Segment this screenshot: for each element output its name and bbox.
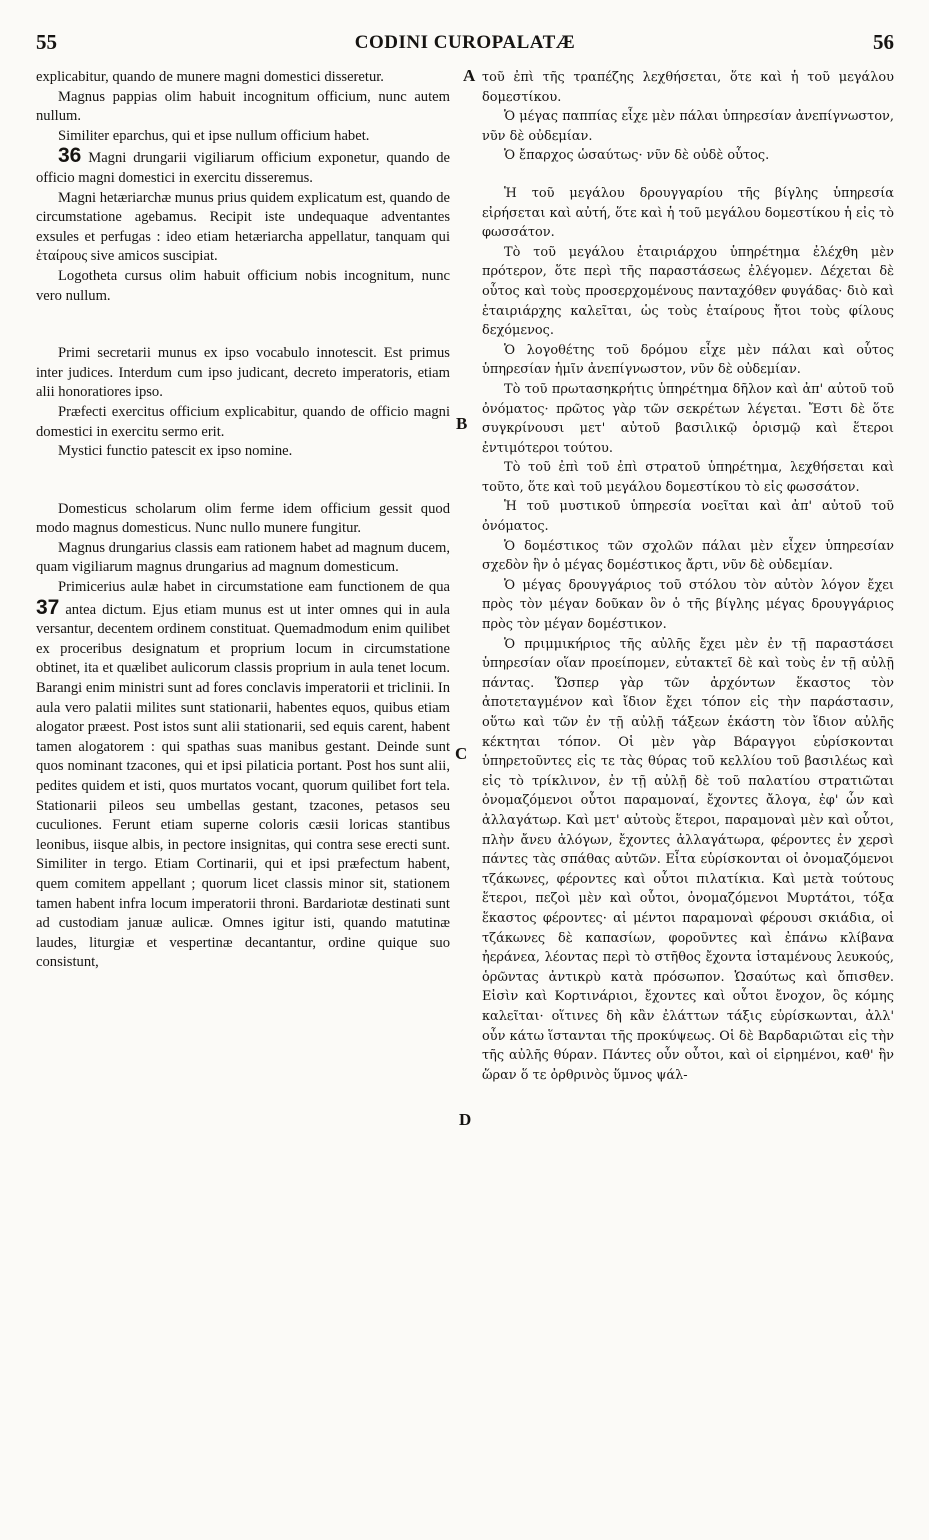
latin-paragraph: 36 Magni drungarii vigiliarum officium exponetur, quando de officio magni domestici in exercitu disseremus.	[36, 144, 450, 186]
greek-paragraph: Ἡ τοῦ μεγάλου δρουγγαρίου τῆς βίγλης ὑπηρεσία εἰρήσεται καὶ αὐτή, ὅτε καὶ ἡ τοῦ μεγάλου δομεστίκου ἡ εἰς τὸ φωσσάτον.	[482, 185, 894, 241]
greek-paragraph: Ὁ μέγας δρουγγάριος τοῦ στόλου τὸν αὐτὸν λόγον ἔχει πρὸς τὸν μέγαν δοῦκαν ὃν ὁ τῆς βίγλης μέγας δρουγγάριος πρὸς τὸν μέγαν δομέστικον.	[482, 577, 894, 633]
latin-paragraph: Logotheta cursus olim habuit officium nobis incognitum, nunc vero nullum.	[36, 267, 450, 304]
greek-paragraph: Ὁ μέγας παππίας εἶχε μὲν πάλαι ὑπηρεσίαν ἀνεπίγνωστον, νῦν δὲ οὐδεμίαν.	[482, 109, 894, 144]
latin-column	[36, 68, 450, 973]
greek-paragraph: Ἡ τοῦ μυστικοῦ ὑπηρεσία νοεῖται καὶ ἀπ' αὐτοῦ τοῦ ὀνόματος.	[482, 499, 894, 535]
latin-paragraph: Domesticus scholarum olim ferme idem officium gessit quod modo magnus domesticus. Nunc nullo munere fungitur.	[36, 500, 450, 537]
latin-paragraph: Mystici functio patescit ex ipso nomine.	[58, 443, 293, 460]
latin-paragraph: Magni hetæriarchæ munus prius quidem explicatum est, quando de circumstatione agebamus. Recipit iste undequaque adventantes exsules et perfugas : ideo etiam hetæriarcha appellatur, tanquam qui ἑταίρους sive amicos suscipiat.	[36, 189, 450, 265]
latin-paragraph: Primicerius aulæ habet in circumstatione eam functionem de qua 37 antea dictum. Ejus etiam munus est ut inter omnes qui in aula versantur, decentem ordinem constituat. Quemadmodum enim quilibet ex proceribus designatum et proprium locum in circumstatione obtinet, ita et quælibet aulicorum classis proprium in aula tenet locum. Barangi enim ministri sunt ad fores conclavis imperatorii et triclinii. In aula vero palatii milites sunt stationarii, habentes equos, quibus etiam alogator præest. Post istos sunt alii stationarii, sed equis carent, habent tamen alogatorem : qui spathas suas manibus gestant. Deinde sunt quos nominant tzacones, qui et ipsi pilaticia portant. Post hos sunt alii, pedites quidem et isti, quos murtatos vocant, quorum quilibet fort tela. Stationarii pileos seu umbellas gestant, tzacones, petasos seu cuculiones. Ferunt etiam superne coloris cæsii loricas stantibus leonibus, iisque albis, in pectore insignitas, qui contra sese erecti sunt. Similiter in tergo. Etiam Cortinarii, qui et ipsi præfectum habent, quem comitem appellant ; quorum licet classis minor sit, stationem tamen habent infra locum imperatorii throni. Bardariotæ destinati sunt ad custodiam januæ aulicæ. Omnes igitur isti, quando matutinæ laudes, liturgiæ et vespertinæ decantantur, ordine quique suo consistunt,	[36, 579, 450, 971]
greek-paragraph: Ὁ δομέστικος τῶν σχολῶν πάλαι μὲν εἶχεν ὑπηρεσίαν σχεδὸν ἣν ὁ μέγας δομέστικος ἄρτι, νῦν δὲ οὐδεμίαν.	[482, 538, 894, 574]
margin-letter-c: C	[455, 744, 468, 763]
latin-paragraph: Primi secretarii munus ex ipso vocabulo innotescit. Est primus inter judices. Interdum cum ipso judicant, decreto imperatoris, etiam alii honoratiores ipso.	[36, 345, 450, 401]
greek-paragraph: Τὸ τοῦ πρωτασηκρήτις ὑπηρέτημα δῆλον καὶ ἀπ' αὐτοῦ τοῦ ὀνόματος· πρῶτος γὰρ τῶν σεκρέτων λέγεται. Ἔστι δὲ ὅτε συγκρίνουσι μετ' αὐτοῦ βασιλικῷ ὁρισμῷ καὶ ἕτεροι ἐντιμότεροι τούτου.	[482, 381, 894, 456]
page-number-right: 56	[873, 30, 894, 54]
greek-paragraph: Ὁ πριμμικήριος τῆς αὐλῆς ἔχει μὲν ἐν τῇ παραστάσει ὑπηρεσίαν οἵαν προείπομεν, εὐτακτεῖ δὲ καὶ τοὺς ἐν τῇ αὐλῇ πάντας. Ὥσπερ γὰρ τῶν ἀρχόντων ἕκαστος τὸν ἀποτεταγμένον καὶ ἴδιον ἔχει τόπον εἰς τὴν παράστασιν, οὕτω καὶ τῶν ἐν τῇ αὐλῇ τάξεων ἑκάστη τὸν ἴδιον αὐλῆς κέκτηται τόπον. Οἱ μὲν γὰρ Βάραγγοι εὑρίσκονται ὑπηρετοῦντες εἰς τε τὰς θύρας τοῦ κελλίου τοῦ βασιλέως καὶ εἰς τὸ τρίκλινον, ἐν τῇ αὐλῇ δὲ τοῦ παλατίου στρατιῶται ὀνομαζόμενοι οὗτοι παραμοναί, ἔχοντες ἄλογα, ἐφ' ὧν καὶ ἀλλαγάτωρ. Καὶ μετ' αὐτοὺς ἕτεροι, παραμοναὶ μὲν καὶ οὗτοι, πλὴν ἄνευ ἀλόγων, ἔχοντες ἀλλαγάτωρα, φέροντες ἐν χερσὶ πάντες τὰς σπάθας αὐτῶν. Εἶτα εὑρίσκονται οἱ ὀνομαζόμενοι τζάκωνες, φέροντες καὶ οὗτοι πιλατίκια. Καὶ μετὰ τούτους ἕτεροι, πεζοὶ μὲν καὶ οὗτοι, ὀνομαζόμενοι Μυρτάτοι, τόξα ἕκαστος φέροντες· αἱ μέντοι παραμοναὶ φέρουσι σκιάδια, οἱ τζάκωνες δὲ καπασίων, φοροῦντες καὶ ἐπάνω κλίβανα ἠεράνεα, λέοντας περὶ τὸ στῆθος ἔχοντα ἱσταμένους λευκούς, ὁρῶντας ἀντικρὺ κατὰ πρόσωπον. Ὡσαύτως καὶ ὄπισθεν. Εἰσὶν καὶ Κορτινάριοι, ἔχοντες καὶ οὗτοι ἔνοχον, ὃς κόμης καλεῖται· οἵτινες δὴ κἂν ἐλάττων τάξις εὑρίσκωνται, ἀλλ' οὖν κάτω ἵστανται τῆς προκύψεως. Οἱ δὲ Βαρδαριῶται εἰς τὴν τῆς αὐλῆς θύραν. Πάντες οὖν οὗτοι, καὶ οἱ εἰρημένοι, καθ' ἣν ὥραν ὅ τε ὀρθρινὸς ὕμνος ψάλ-	[482, 636, 894, 1083]
greek-column	[482, 68, 894, 1085]
chapter-number: 37	[36, 595, 60, 619]
margin-letter-b: B	[456, 414, 468, 433]
chapter-number: 36	[58, 144, 82, 168]
greek-paragraph: τοῦ ἐπὶ τῆς τραπέζης λεχθήσεται, ὅτε καὶ ἡ τοῦ μεγάλου δομεστίκου.	[482, 70, 894, 105]
margin-letter-d: D	[459, 1110, 472, 1129]
page-header	[36, 26, 894, 60]
greek-paragraph: Ὁ ἔπαρχος ὡσαύτως· νῦν δὲ οὐδὲ οὗτος.	[504, 148, 770, 164]
latin-paragraph: explicabitur, quando de munere magni domestici disseretur.	[36, 69, 384, 85]
greek-paragraph: Ὁ λογοθέτης τοῦ δρόμου εἶχε μὲν πάλαι καὶ οὗτος ὑπηρεσίαν ἡμῖν ἀνεπίγνωστον, νῦν δὲ οὐδεμίαν.	[482, 342, 894, 378]
latin-paragraph: Similiter eparchus, qui et ipse nullum officium habet.	[58, 127, 370, 144]
running-title: CODINI CUROPALATÆ	[354, 32, 576, 53]
latin-paragraph: Magnus pappias olim habuit incognitum officium, nunc autem nullum.	[36, 88, 450, 125]
margin-letter-a: A	[463, 66, 476, 85]
greek-paragraph: Τὸ τοῦ μεγάλου ἑταιριάρχου ὑπηρέτημα ἐλέχθη μὲν πρότερον, ὅτε περὶ τῆς παραστάσεως ἐλέγομεν. Δέχεται δὲ οὗτος καὶ τοὺς προσερχομένους πανταχόθεν φυγάδας· διὸ καὶ ἑταιριάρχης καλεῖται, ὡς τοὺς ἑταίρους ἤτοι τοὺς φίλους δεχόμενος.	[482, 244, 894, 339]
latin-paragraph: Magnus drungarius classis eam rationem habet ad magnum ducem, quam vigiliarum magnus drungarius ad magnum domesticum.	[36, 539, 450, 576]
page-number-left: 55	[36, 30, 57, 54]
latin-paragraph: Præfecti exercitus officium explicabitur, quando de officio magni domestici in exercitu sermo erit.	[36, 403, 450, 440]
greek-paragraph: Τὸ τοῦ ἐπὶ τοῦ ἐπὶ στρατοῦ ὑπηρέτημα, λεχθήσεται καὶ τοῦτο, ὅτε καὶ τοῦ μεγάλου δομεστίκου τὸ εἰς φωσσάτον.	[482, 460, 894, 495]
